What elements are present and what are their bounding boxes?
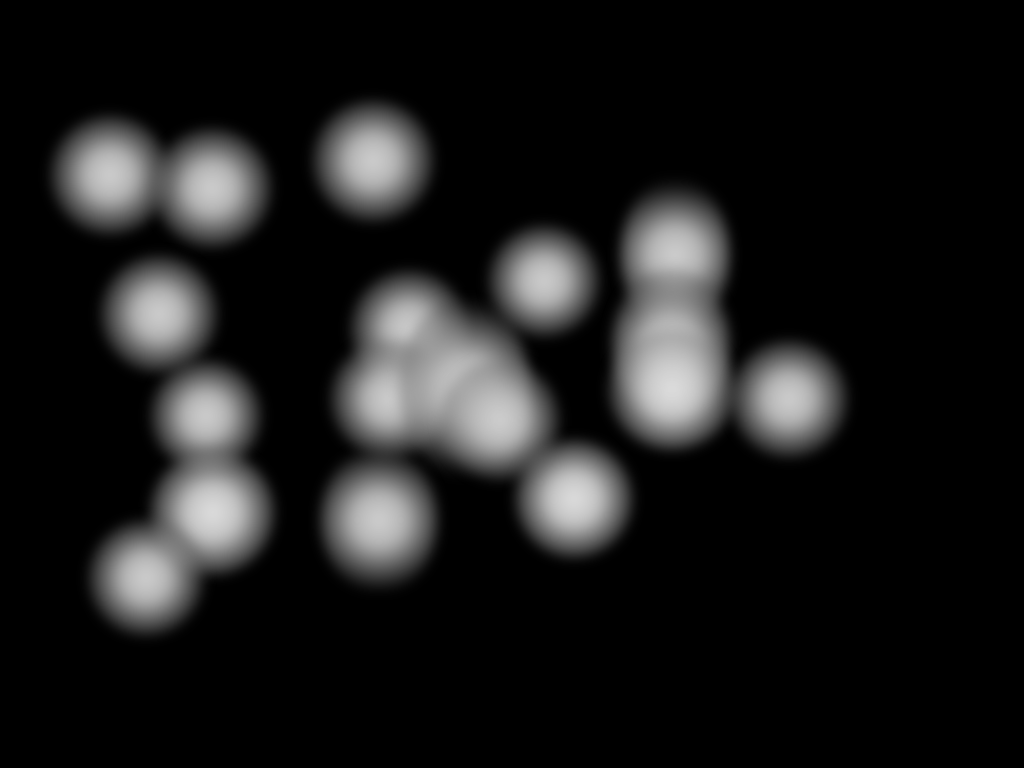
light-spot: [515, 440, 633, 558]
light-spot: [608, 330, 736, 450]
light-spot: [152, 128, 272, 248]
light-spot: [488, 225, 600, 337]
light-spot: [100, 255, 218, 373]
light-spot: [88, 520, 204, 636]
light-spot: [730, 340, 848, 458]
light-spot: [312, 100, 434, 222]
light-spot: [320, 450, 438, 590]
light-spot: [50, 115, 170, 235]
